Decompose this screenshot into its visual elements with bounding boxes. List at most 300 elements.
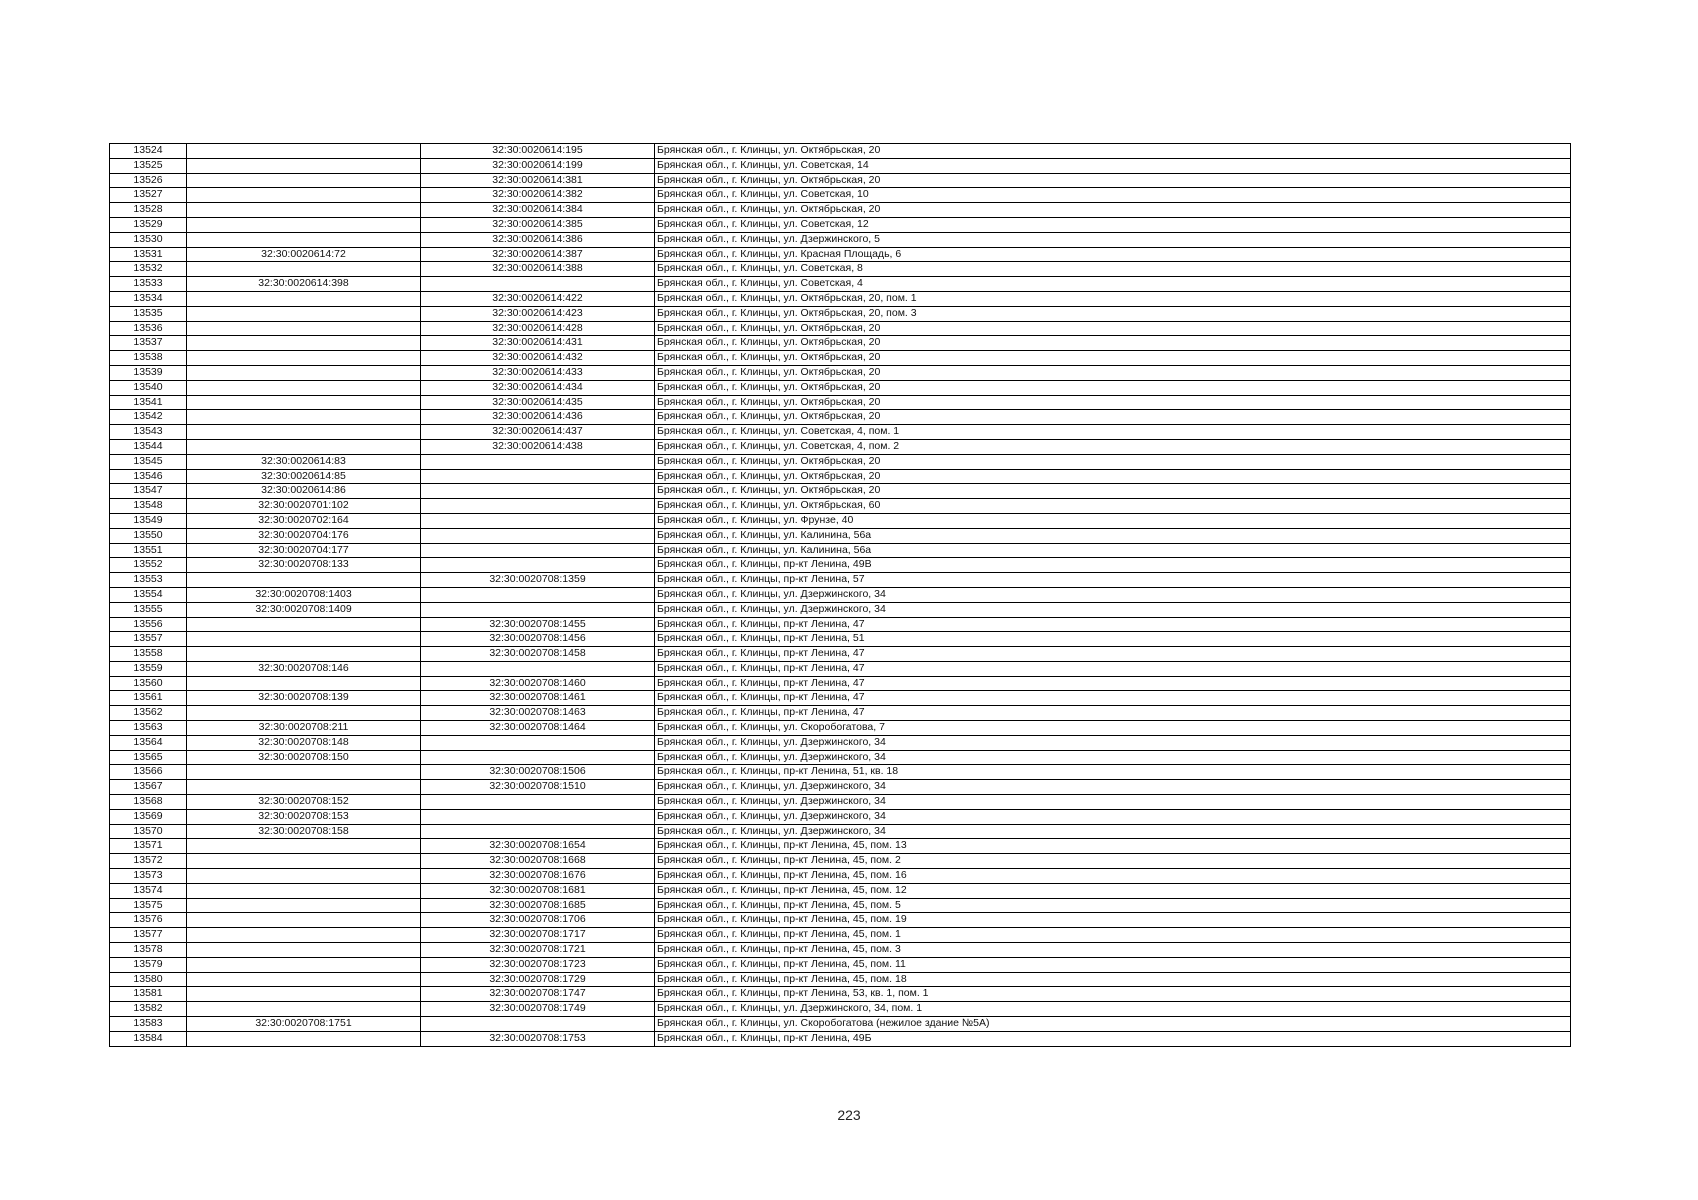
table-row [110,321,1571,336]
object-cadastral-number [421,543,655,558]
land-cadastral-number [187,306,421,321]
table-row [110,543,1571,558]
land-cadastral-number [187,617,421,632]
object-cadastral-number: 32:30:0020708:1506 [421,765,655,780]
address-cell: Брянская обл., г. Клинцы, пр-кт Ленина, 45, пом. 13 [655,839,1571,854]
object-cadastral-number [421,587,655,602]
table-row [110,395,1571,410]
address-cell: Брянская обл., г. Клинцы, пр-кт Ленина, 45, пом. 11 [655,957,1571,972]
address-cell: Брянская обл., г. Клинцы, ул. Дзержинского, 34 [655,602,1571,617]
row-number: 13541 [110,395,187,410]
table-row [110,943,1571,958]
address-cell: Брянская обл., г. Клинцы, пр-кт Ленина, 47 [655,617,1571,632]
land-cadastral-number [187,336,421,351]
land-cadastral-number [187,765,421,780]
row-number: 13572 [110,854,187,869]
address-cell: Брянская обл., г. Клинцы, ул. Октябрьская, 20 [655,173,1571,188]
address-cell: Брянская обл., г. Клинцы, ул. Дзержинского, 34 [655,750,1571,765]
object-cadastral-number: 32:30:0020614:382 [421,188,655,203]
table-row [110,735,1571,750]
object-cadastral-number: 32:30:0020614:438 [421,439,655,454]
address-cell: Брянская обл., г. Клинцы, ул. Дзержинского, 34 [655,587,1571,602]
address-cell: Брянская обл., г. Клинцы, пр-кт Ленина, 45, пом. 19 [655,913,1571,928]
object-cadastral-number [421,809,655,824]
object-cadastral-number: 32:30:0020708:1717 [421,928,655,943]
address-cell: Брянская обл., г. Клинцы, ул. Октябрьская, 20 [655,351,1571,366]
object-cadastral-number [421,277,655,292]
land-cadastral-number: 32:30:0020614:398 [187,277,421,292]
land-cadastral-number: 32:30:0020708:150 [187,750,421,765]
row-number: 13551 [110,543,187,558]
address-cell: Брянская обл., г. Клинцы, ул. Дзержинского, 5 [655,232,1571,247]
land-cadastral-number [187,943,421,958]
land-cadastral-number: 32:30:0020708:1409 [187,602,421,617]
row-number: 13549 [110,513,187,528]
table-row [110,780,1571,795]
row-number: 13563 [110,721,187,736]
row-number: 13528 [110,203,187,218]
row-number: 13527 [110,188,187,203]
object-cadastral-number: 32:30:0020708:1464 [421,721,655,736]
table-row [110,972,1571,987]
object-cadastral-number [421,602,655,617]
land-cadastral-number [187,217,421,232]
object-cadastral-number: 32:30:0020614:195 [421,144,655,159]
cadastral-table [109,143,1571,1047]
object-cadastral-number: 32:30:0020708:1749 [421,1002,655,1017]
address-cell: Брянская обл., г. Клинцы, ул. Октябрьская, 20 [655,395,1571,410]
land-cadastral-number: 32:30:0020708:148 [187,735,421,750]
row-number: 13573 [110,869,187,884]
land-cadastral-number: 32:30:0020708:152 [187,795,421,810]
row-number: 13583 [110,1017,187,1032]
object-cadastral-number [421,558,655,573]
row-number: 13529 [110,217,187,232]
table-body [110,144,1571,1047]
land-cadastral-number [187,972,421,987]
object-cadastral-number: 32:30:0020614:432 [421,351,655,366]
row-number: 13561 [110,691,187,706]
row-number: 13575 [110,898,187,913]
land-cadastral-number [187,573,421,588]
object-cadastral-number: 32:30:0020614:428 [421,321,655,336]
object-cadastral-number: 32:30:0020614:384 [421,203,655,218]
address-cell: Брянская обл., г. Клинцы, ул. Калинина, 56а [655,543,1571,558]
land-cadastral-number: 32:30:0020614:86 [187,484,421,499]
row-number: 13535 [110,306,187,321]
address-cell: Брянская обл., г. Клинцы, ул. Советская, 10 [655,188,1571,203]
address-cell: Брянская обл., г. Клинцы, ул. Фрунзе, 40 [655,513,1571,528]
address-cell: Брянская обл., г. Клинцы, ул. Советская, 8 [655,262,1571,277]
address-cell: Брянская обл., г. Клинцы, ул. Октябрьская, 20 [655,365,1571,380]
address-cell: Брянская обл., г. Клинцы, пр-кт Ленина, 47 [655,647,1571,662]
address-cell: Брянская обл., г. Клинцы, ул. Октябрьская, 20 [655,469,1571,484]
land-cadastral-number [187,410,421,425]
land-cadastral-number [187,365,421,380]
land-cadastral-number: 32:30:0020614:83 [187,454,421,469]
table-row [110,913,1571,928]
land-cadastral-number: 32:30:0020702:164 [187,513,421,528]
row-number: 13566 [110,765,187,780]
address-cell: Брянская обл., г. Клинцы, пр-кт Ленина, 47 [655,676,1571,691]
object-cadastral-number [421,795,655,810]
table-row [110,706,1571,721]
object-cadastral-number: 32:30:0020614:431 [421,336,655,351]
table-row [110,513,1571,528]
row-number: 13531 [110,247,187,262]
object-cadastral-number [421,454,655,469]
table-row [110,795,1571,810]
address-cell: Брянская обл., г. Клинцы, пр-кт Ленина, 47 [655,661,1571,676]
row-number: 13569 [110,809,187,824]
address-cell: Брянская обл., г. Клинцы, ул. Октябрьская, 20 [655,336,1571,351]
object-cadastral-number: 32:30:0020708:1729 [421,972,655,987]
land-cadastral-number: 32:30:0020708:1751 [187,1017,421,1032]
land-cadastral-number: 32:30:0020708:133 [187,558,421,573]
row-number: 13547 [110,484,187,499]
land-cadastral-number [187,425,421,440]
table-row [110,144,1571,159]
address-cell: Брянская обл., г. Клинцы, пр-кт Ленина, 47 [655,706,1571,721]
table-row [110,425,1571,440]
object-cadastral-number: 32:30:0020614:433 [421,365,655,380]
land-cadastral-number [187,321,421,336]
object-cadastral-number: 32:30:0020708:1723 [421,957,655,972]
land-cadastral-number [187,632,421,647]
row-number: 13542 [110,410,187,425]
row-number: 13545 [110,454,187,469]
address-cell: Брянская обл., г. Клинцы, ул. Октябрьская, 20 [655,454,1571,469]
table-row [110,750,1571,765]
object-cadastral-number: 32:30:0020614:388 [421,262,655,277]
row-number: 13570 [110,824,187,839]
land-cadastral-number [187,854,421,869]
land-cadastral-number [187,883,421,898]
table-row [110,765,1571,780]
land-cadastral-number [187,380,421,395]
land-cadastral-number: 32:30:0020704:177 [187,543,421,558]
object-cadastral-number [421,750,655,765]
table-row [110,854,1571,869]
object-cadastral-number: 32:30:0020708:1460 [421,676,655,691]
row-number: 13581 [110,987,187,1002]
land-cadastral-number [187,439,421,454]
row-number: 13556 [110,617,187,632]
row-number: 13579 [110,957,187,972]
table-row [110,898,1571,913]
object-cadastral-number: 32:30:0020708:1458 [421,647,655,662]
object-cadastral-number: 32:30:0020614:437 [421,425,655,440]
table-row [110,617,1571,632]
land-cadastral-number [187,158,421,173]
row-number: 13526 [110,173,187,188]
table-row [110,883,1571,898]
row-number: 13546 [110,469,187,484]
row-number: 13543 [110,425,187,440]
row-number: 13536 [110,321,187,336]
address-cell: Брянская обл., г. Клинцы, пр-кт Ленина, 49Б [655,1031,1571,1046]
object-cadastral-number: 32:30:0020708:1654 [421,839,655,854]
address-cell: Брянская обл., г. Клинцы, ул. Дзержинского, 34, пом. 1 [655,1002,1571,1017]
row-number: 13525 [110,158,187,173]
object-cadastral-number: 32:30:0020708:1668 [421,854,655,869]
object-cadastral-number: 32:30:0020708:1359 [421,573,655,588]
object-cadastral-number: 32:30:0020614:199 [421,158,655,173]
address-cell: Брянская обл., г. Клинцы, пр-кт Ленина, 45, пом. 3 [655,943,1571,958]
row-number: 13550 [110,528,187,543]
row-number: 13558 [110,647,187,662]
page-number: 223 [837,1107,861,1123]
object-cadastral-number: 32:30:0020708:1455 [421,617,655,632]
row-number: 13548 [110,499,187,514]
object-cadastral-number [421,661,655,676]
row-number: 13555 [110,602,187,617]
object-cadastral-number [421,824,655,839]
table-row [110,173,1571,188]
table-row [110,809,1571,824]
table-row [110,987,1571,1002]
object-cadastral-number: 32:30:0020708:1706 [421,913,655,928]
address-cell: Брянская обл., г. Клинцы, ул. Октябрьская, 20 [655,380,1571,395]
address-cell: Брянская обл., г. Клинцы, ул. Советская, 12 [655,217,1571,232]
land-cadastral-number: 32:30:0020614:85 [187,469,421,484]
row-number: 13562 [110,706,187,721]
address-cell: Брянская обл., г. Клинцы, ул. Скоробогатова (нежилое здание №5А) [655,1017,1571,1032]
land-cadastral-number: 32:30:0020708:153 [187,809,421,824]
land-cadastral-number [187,291,421,306]
land-cadastral-number [187,928,421,943]
object-cadastral-number: 32:30:0020614:436 [421,410,655,425]
table-row [110,647,1571,662]
address-cell: Брянская обл., г. Клинцы, ул. Дзержинского, 34 [655,809,1571,824]
object-cadastral-number: 32:30:0020614:386 [421,232,655,247]
land-cadastral-number [187,706,421,721]
object-cadastral-number: 32:30:0020708:1753 [421,1031,655,1046]
land-cadastral-number [187,188,421,203]
address-cell: Брянская обл., г. Клинцы, ул. Октябрьская, 60 [655,499,1571,514]
address-cell: Брянская обл., г. Клинцы, ул. Советская, 14 [655,158,1571,173]
table-row [110,247,1571,262]
table-row [110,380,1571,395]
table-row [110,1017,1571,1032]
land-cadastral-number [187,144,421,159]
land-cadastral-number [187,232,421,247]
land-cadastral-number [187,173,421,188]
row-number: 13580 [110,972,187,987]
address-cell: Брянская обл., г. Клинцы, пр-кт Ленина, 51, кв. 18 [655,765,1571,780]
row-number: 13567 [110,780,187,795]
object-cadastral-number [421,499,655,514]
address-cell: Брянская обл., г. Клинцы, ул. Дзержинского, 34 [655,795,1571,810]
table-row [110,691,1571,706]
land-cadastral-number [187,898,421,913]
row-number: 13584 [110,1031,187,1046]
table-row [110,1002,1571,1017]
land-cadastral-number [187,1031,421,1046]
table-row [110,499,1571,514]
object-cadastral-number [421,1017,655,1032]
object-cadastral-number [421,735,655,750]
address-cell: Брянская обл., г. Клинцы, ул. Октябрьская, 20 [655,410,1571,425]
table-row [110,351,1571,366]
table-row [110,824,1571,839]
address-cell: Брянская обл., г. Клинцы, ул. Дзержинского, 34 [655,780,1571,795]
table-row [110,410,1571,425]
land-cadastral-number: 32:30:0020708:146 [187,661,421,676]
table-row [110,277,1571,292]
object-cadastral-number: 32:30:0020708:1676 [421,869,655,884]
land-cadastral-number: 32:30:0020708:158 [187,824,421,839]
address-cell: Брянская обл., г. Клинцы, ул. Советская, 4, пом. 1 [655,425,1571,440]
land-cadastral-number [187,839,421,854]
object-cadastral-number: 32:30:0020708:1721 [421,943,655,958]
table-row [110,262,1571,277]
object-cadastral-number: 32:30:0020708:1456 [421,632,655,647]
address-cell: Брянская обл., г. Клинцы, пр-кт Ленина, 45, пом. 16 [655,869,1571,884]
land-cadastral-number: 32:30:0020708:1403 [187,587,421,602]
address-cell: Брянская обл., г. Клинцы, пр-кт Ленина, 45, пом. 12 [655,883,1571,898]
table-row [110,632,1571,647]
table-row [110,558,1571,573]
table-row [110,291,1571,306]
address-cell: Брянская обл., г. Клинцы, ул. Октябрьская, 20 [655,203,1571,218]
table-row [110,869,1571,884]
row-number: 13553 [110,573,187,588]
table-row [110,469,1571,484]
table-row [110,839,1571,854]
object-cadastral-number: 32:30:0020614:385 [421,217,655,232]
row-number: 13557 [110,632,187,647]
land-cadastral-number: 32:30:0020708:139 [187,691,421,706]
row-number: 13577 [110,928,187,943]
object-cadastral-number: 32:30:0020614:435 [421,395,655,410]
row-number: 13537 [110,336,187,351]
address-cell: Брянская обл., г. Клинцы, пр-кт Ленина, 49В [655,558,1571,573]
row-number: 13552 [110,558,187,573]
address-cell: Брянская обл., г. Клинцы, ул. Советская, 4, пом. 2 [655,439,1571,454]
row-number: 13533 [110,277,187,292]
object-cadastral-number [421,484,655,499]
row-number: 13544 [110,439,187,454]
object-cadastral-number: 32:30:0020614:422 [421,291,655,306]
object-cadastral-number [421,528,655,543]
row-number: 13571 [110,839,187,854]
row-number: 13524 [110,144,187,159]
land-cadastral-number [187,351,421,366]
row-number: 13540 [110,380,187,395]
land-cadastral-number [187,987,421,1002]
address-cell: Брянская обл., г. Клинцы, ул. Советская, 4 [655,277,1571,292]
address-cell: Брянская обл., г. Клинцы, ул. Скоробогатова, 7 [655,721,1571,736]
object-cadastral-number: 32:30:0020614:387 [421,247,655,262]
object-cadastral-number: 32:30:0020614:434 [421,380,655,395]
row-number: 13582 [110,1002,187,1017]
land-cadastral-number [187,647,421,662]
object-cadastral-number: 32:30:0020708:1685 [421,898,655,913]
table-row [110,217,1571,232]
table-row [110,484,1571,499]
land-cadastral-number [187,869,421,884]
object-cadastral-number [421,469,655,484]
table-row [110,602,1571,617]
address-cell: Брянская обл., г. Клинцы, ул. Красная Площадь, 6 [655,247,1571,262]
object-cadastral-number: 32:30:0020708:1463 [421,706,655,721]
land-cadastral-number: 32:30:0020701:102 [187,499,421,514]
address-cell: Брянская обл., г. Клинцы, пр-кт Ленина, 45, пом. 2 [655,854,1571,869]
row-number: 13559 [110,661,187,676]
land-cadastral-number [187,262,421,277]
table-row [110,928,1571,943]
address-cell: Брянская обл., г. Клинцы, ул. Дзержинского, 34 [655,824,1571,839]
land-cadastral-number [187,1002,421,1017]
row-number: 13578 [110,943,187,958]
row-number: 13539 [110,365,187,380]
object-cadastral-number [421,513,655,528]
row-number: 13568 [110,795,187,810]
table-row [110,158,1571,173]
address-cell: Брянская обл., г. Клинцы, пр-кт Ленина, 53, кв. 1, пом. 1 [655,987,1571,1002]
table-row [110,1031,1571,1046]
address-cell: Брянская обл., г. Клинцы, ул. Дзержинского, 34 [655,735,1571,750]
table-row [110,661,1571,676]
table-row [110,587,1571,602]
row-number: 13530 [110,232,187,247]
address-cell: Брянская обл., г. Клинцы, ул. Калинина, 56а [655,528,1571,543]
object-cadastral-number: 32:30:0020708:1747 [421,987,655,1002]
address-cell: Брянская обл., г. Клинцы, пр-кт Ленина, 45, пом. 18 [655,972,1571,987]
land-cadastral-number [187,676,421,691]
object-cadastral-number: 32:30:0020708:1461 [421,691,655,706]
table-row [110,439,1571,454]
land-cadastral-number: 32:30:0020708:211 [187,721,421,736]
row-number: 13532 [110,262,187,277]
row-number: 13565 [110,750,187,765]
table-row [110,232,1571,247]
address-cell: Брянская обл., г. Клинцы, пр-кт Ленина, 57 [655,573,1571,588]
table-row [110,365,1571,380]
table-row [110,957,1571,972]
row-number: 13564 [110,735,187,750]
table-row [110,676,1571,691]
table-row [110,721,1571,736]
row-number: 13554 [110,587,187,602]
row-number: 13560 [110,676,187,691]
table-row [110,336,1571,351]
land-cadastral-number [187,203,421,218]
object-cadastral-number: 32:30:0020614:381 [421,173,655,188]
address-cell: Брянская обл., г. Клинцы, пр-кт Ленина, 45, пом. 5 [655,898,1571,913]
address-cell: Брянская обл., г. Клинцы, пр-кт Ленина, 45, пом. 1 [655,928,1571,943]
land-cadastral-number: 32:30:0020614:72 [187,247,421,262]
land-cadastral-number: 32:30:0020704:176 [187,528,421,543]
row-number: 13574 [110,883,187,898]
address-cell: Брянская обл., г. Клинцы, ул. Октябрьская, 20 [655,484,1571,499]
row-number: 13534 [110,291,187,306]
table-row [110,203,1571,218]
table-row [110,573,1571,588]
land-cadastral-number [187,913,421,928]
address-cell: Брянская обл., г. Клинцы, ул. Октябрьская, 20, пом. 1 [655,291,1571,306]
table-row [110,528,1571,543]
table-row [110,188,1571,203]
address-cell: Брянская обл., г. Клинцы, пр-кт Ленина, 51 [655,632,1571,647]
address-cell: Брянская обл., г. Клинцы, пр-кт Ленина, 47 [655,691,1571,706]
row-number: 13538 [110,351,187,366]
table-row [110,306,1571,321]
table-row [110,454,1571,469]
row-number: 13576 [110,913,187,928]
address-cell: Брянская обл., г. Клинцы, ул. Октябрьская, 20 [655,321,1571,336]
